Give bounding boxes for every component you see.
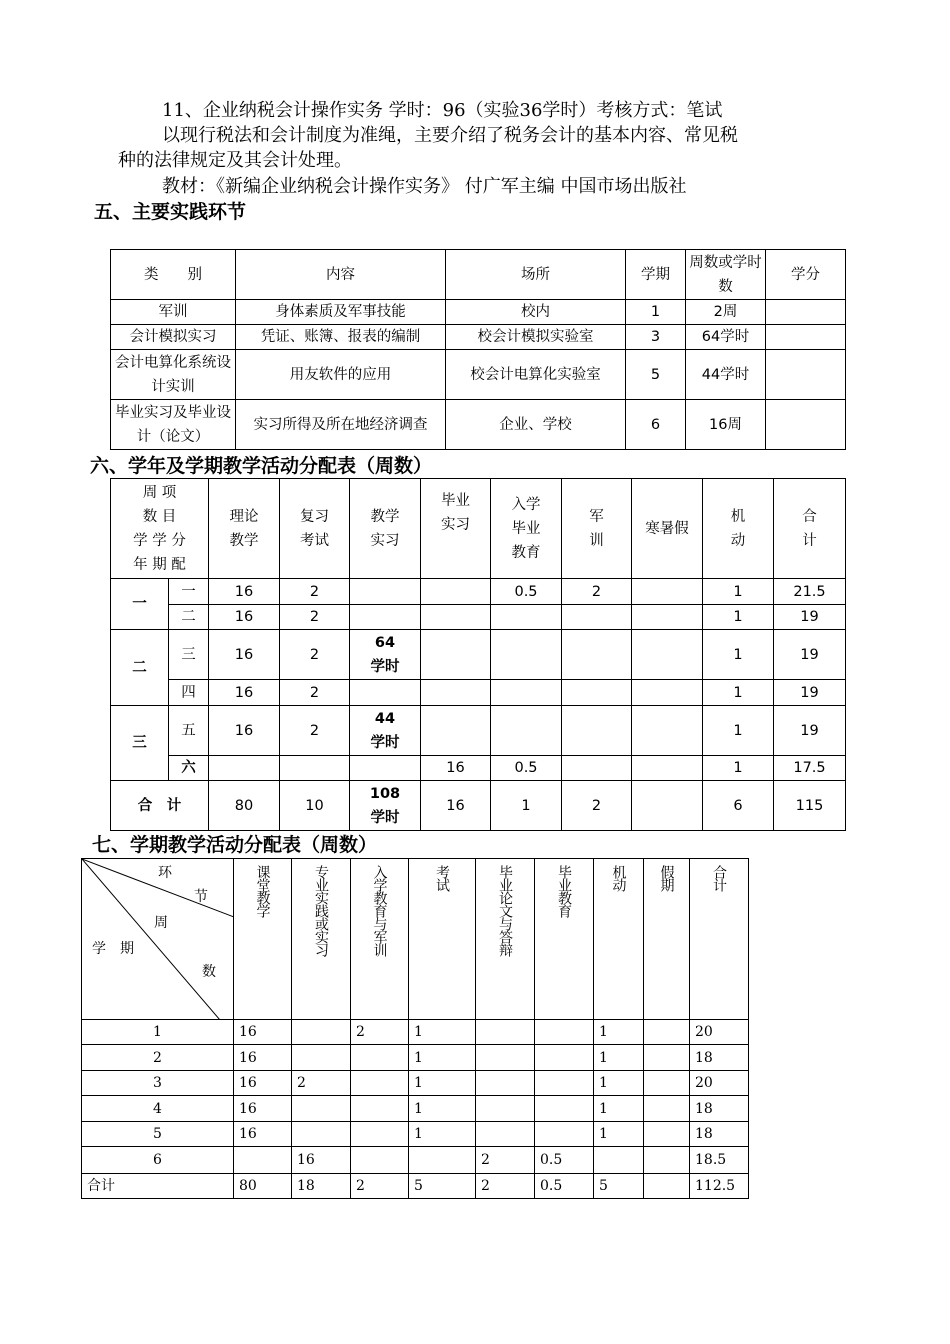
cell: 16 [209, 579, 280, 605]
semester-row [82, 1071, 749, 1096]
cell: 16 [234, 1071, 292, 1096]
header-weeks-hours: 周数或学时数 [686, 250, 766, 300]
cell: 军训 [111, 300, 236, 325]
header-classroom: 课堂教学 [234, 859, 292, 1020]
cell: 16 [292, 1147, 351, 1174]
cell: 16 [234, 1122, 292, 1147]
cell [644, 1045, 690, 1071]
diagonal-corner-header [82, 859, 234, 1020]
cell: 44学时 [350, 706, 421, 756]
header-teaching-practice: 教学实习 [350, 479, 421, 579]
cell: 16 [209, 630, 280, 680]
cell: 用友软件的应用 [236, 350, 446, 400]
section6-heading: 六、学年及学期教学活动分配表（周数） [90, 455, 433, 477]
header-graduation-practice: 毕业实习 [421, 479, 491, 579]
cell: 17.5 [774, 756, 846, 781]
cell: 19 [774, 605, 846, 630]
cell: 1 [409, 1045, 476, 1071]
cell: 5 [626, 350, 686, 400]
cell [766, 350, 846, 400]
cell [350, 605, 421, 630]
practice-table [110, 249, 846, 450]
cell: 1 [594, 1071, 644, 1096]
cell: 2 [82, 1045, 234, 1071]
header-term: 学期 [626, 250, 686, 300]
header-credits: 学分 [766, 250, 846, 300]
cell [292, 1122, 351, 1147]
practice-header-row [111, 250, 846, 300]
cell: 6 [626, 400, 686, 450]
cell [476, 1045, 535, 1071]
cell: 2 [292, 1071, 351, 1096]
semester-total-row [82, 1174, 749, 1199]
cell [491, 706, 562, 756]
cell: 18 [690, 1096, 749, 1122]
cell [491, 630, 562, 680]
cell: 16 [209, 706, 280, 756]
corner-label-huan: 环 [158, 865, 172, 881]
header-graduation-education: 毕业教育 [535, 859, 594, 1020]
corner-label-shu: 数 [202, 964, 216, 980]
cell: 1 [409, 1096, 476, 1122]
corner-label-xueqi: 学 期 [92, 941, 134, 957]
section5-heading: 五、主要实践环节 [94, 201, 247, 223]
cell: 0.5 [491, 579, 562, 605]
cell: 会计电算化系统设计实训 [111, 350, 236, 400]
cell: 19 [774, 680, 846, 706]
practice-row [111, 300, 846, 325]
term-cell: 二 [169, 605, 209, 630]
year-cell: 二 [111, 630, 169, 706]
cell [644, 1122, 690, 1147]
cell: 19 [774, 706, 846, 756]
cell: 凭证、账簿、报表的编制 [236, 325, 446, 350]
cell [351, 1122, 409, 1147]
term-row [111, 579, 846, 605]
term-row [111, 605, 846, 630]
cell [476, 1096, 535, 1122]
cell [644, 1020, 690, 1045]
cell: 112.5 [690, 1174, 749, 1199]
cell: 1 [409, 1071, 476, 1096]
cell [535, 1020, 594, 1045]
cell [292, 1045, 351, 1071]
cell: 2 [280, 579, 350, 605]
term-cell: 六 [169, 756, 209, 781]
corner-line: 数 目 [142, 508, 177, 525]
cell [280, 756, 350, 781]
cell [766, 400, 846, 450]
term-row [111, 756, 846, 781]
semester-row [82, 1147, 749, 1174]
cell: 21.5 [774, 579, 846, 605]
semester-row [82, 1020, 749, 1045]
cell: 4 [82, 1096, 234, 1122]
cell [632, 579, 703, 605]
cell: 18 [690, 1045, 749, 1071]
cell: 108学时 [350, 781, 421, 831]
cell [350, 680, 421, 706]
cell [632, 630, 703, 680]
cell [476, 1071, 535, 1096]
cell: 6 [82, 1147, 234, 1174]
corner-label-jie: 节 [194, 889, 208, 905]
cell: 5 [82, 1122, 234, 1147]
cell: 企业、学校 [446, 400, 626, 450]
cell: 80 [209, 781, 280, 831]
cell: 3 [626, 325, 686, 350]
term-activity-table [81, 858, 749, 1199]
total-label: 合计 [82, 1174, 234, 1199]
cell [209, 756, 280, 781]
cell: 校内 [446, 300, 626, 325]
year-cell: 一 [111, 579, 169, 630]
cell: 校会计电算化实验室 [446, 350, 626, 400]
cell [644, 1096, 690, 1122]
cell: 20 [690, 1071, 749, 1096]
cell: 2 [562, 579, 632, 605]
cell [632, 756, 703, 781]
cell [491, 680, 562, 706]
cell [535, 1045, 594, 1071]
cell [562, 680, 632, 706]
cell: 2 [280, 605, 350, 630]
cell [594, 1147, 644, 1174]
cell [535, 1122, 594, 1147]
cell [766, 325, 846, 350]
cell [292, 1096, 351, 1122]
course-11-title: 11、企业纳税会计操作实务 学时：96（实验36学时）考核方式：笔试 [162, 100, 723, 121]
corner-line: 周 项 [142, 484, 177, 501]
cell: 1 [409, 1122, 476, 1147]
section7-heading: 七、学期教学活动分配表（周数） [92, 834, 378, 856]
term-cell: 一 [169, 579, 209, 605]
cell: 64学时 [350, 630, 421, 680]
cell [351, 1045, 409, 1071]
course-11-desc-line2: 种的法律规定及其会计处理。 [118, 150, 352, 171]
cell: 10 [280, 781, 350, 831]
cell: 16周 [686, 400, 766, 450]
term-row [111, 680, 846, 706]
cell: 2 [562, 781, 632, 831]
practice-row [111, 350, 846, 400]
cell: 18 [690, 1122, 749, 1147]
header-thesis-defense: 毕业论文与答辩 [476, 859, 535, 1020]
cell: 5 [594, 1174, 644, 1199]
cell: 会计模拟实习 [111, 325, 236, 350]
semester-row [82, 1122, 749, 1147]
cell [409, 1147, 476, 1174]
year-term-header-row [111, 479, 846, 579]
cell: 1 [703, 630, 774, 680]
practice-row [111, 400, 846, 450]
cell [766, 300, 846, 325]
cell: 3 [82, 1071, 234, 1096]
cell [476, 1020, 535, 1045]
term-cell: 四 [169, 680, 209, 706]
total-label: 合 计 [111, 781, 209, 831]
cell [421, 706, 491, 756]
header-review-exam: 复习考试 [280, 479, 350, 579]
cell: 0.5 [491, 756, 562, 781]
header-flexible: 机动 [703, 479, 774, 579]
cell: 0.5 [535, 1147, 594, 1174]
cell [562, 630, 632, 680]
cell [632, 680, 703, 706]
cell: 44学时 [686, 350, 766, 400]
cell: 1 [594, 1045, 644, 1071]
cell: 1 [626, 300, 686, 325]
cell: 19 [774, 630, 846, 680]
cell: 1 [491, 781, 562, 831]
cell: 6 [703, 781, 774, 831]
corner-line: 学 学 分 [133, 532, 186, 549]
cell [632, 781, 703, 831]
cell [491, 605, 562, 630]
cell [632, 605, 703, 630]
header-vacation: 寒暑假 [632, 479, 703, 579]
semester-row [82, 1045, 749, 1071]
cell: 16 [421, 756, 491, 781]
cell: 1 [703, 706, 774, 756]
term-cell: 五 [169, 706, 209, 756]
corner-line: 年 期 配 [133, 556, 186, 573]
cell: 1 [82, 1020, 234, 1045]
cell [351, 1096, 409, 1122]
cell [632, 706, 703, 756]
cell: 2 [280, 680, 350, 706]
cell [562, 756, 632, 781]
cell: 20 [690, 1020, 749, 1045]
cell: 16 [209, 680, 280, 706]
cell [350, 756, 421, 781]
cell [644, 1147, 690, 1174]
cell: 2 [351, 1020, 409, 1045]
cell: 2 [280, 630, 350, 680]
cell: 1 [703, 579, 774, 605]
term-activity-header-row [82, 859, 749, 1020]
cell [421, 579, 491, 605]
cell: 64学时 [686, 325, 766, 350]
header-total: 合计 [690, 859, 749, 1020]
header-category: 类 别 [111, 250, 236, 300]
cell: 1 [703, 605, 774, 630]
course-11-textbook: 教材：《新编企业纳税会计操作实务》 付广军主编 中国市场出版社 [162, 176, 687, 197]
cell [351, 1147, 409, 1174]
cell: 实习所得及所在地经济调查 [236, 400, 446, 450]
cell: 毕业实习及毕业设计（论文） [111, 400, 236, 450]
practice-row [111, 325, 846, 350]
cell: 16 [234, 1020, 292, 1045]
term-row [111, 706, 846, 756]
cell: 1 [703, 756, 774, 781]
total-row [111, 781, 846, 831]
header-military-training: 军训 [562, 479, 632, 579]
diagonal-lines [82, 859, 234, 1020]
cell [535, 1071, 594, 1096]
corner-header [111, 479, 209, 579]
cell: 1 [594, 1020, 644, 1045]
cell [535, 1096, 594, 1122]
cell [351, 1071, 409, 1096]
cell [421, 630, 491, 680]
cell: 2 [476, 1147, 535, 1174]
cell: 1 [594, 1096, 644, 1122]
header-orientation-military: 入学教育与军训 [351, 859, 409, 1020]
header-content: 内容 [236, 250, 446, 300]
cell: 1 [594, 1122, 644, 1147]
cell: 身体素质及军事技能 [236, 300, 446, 325]
term-cell: 三 [169, 630, 209, 680]
header-flexible: 机动 [594, 859, 644, 1020]
header-holiday: 假期 [644, 859, 690, 1020]
semester-row [82, 1096, 749, 1122]
cell [644, 1174, 690, 1199]
course-11-desc-line1: 以现行税法和会计制度为准绳，主要介绍了税务会计的基本内容、常见税 [162, 125, 738, 146]
cell [562, 605, 632, 630]
cell [350, 579, 421, 605]
header-orientation-education: 入学毕业教育 [491, 479, 562, 579]
cell: 校会计模拟实验室 [446, 325, 626, 350]
cell: 2 [476, 1174, 535, 1199]
cell [421, 680, 491, 706]
cell: 18.5 [690, 1147, 749, 1174]
cell [476, 1122, 535, 1147]
cell: 115 [774, 781, 846, 831]
cell: 1 [703, 680, 774, 706]
cell: 2周 [686, 300, 766, 325]
header-total: 合计 [774, 479, 846, 579]
header-exam: 考试 [409, 859, 476, 1020]
corner-label-zhou: 周 [154, 915, 168, 931]
cell: 16 [234, 1045, 292, 1071]
cell: 16 [234, 1096, 292, 1122]
cell: 18 [292, 1174, 351, 1199]
cell: 0.5 [535, 1174, 594, 1199]
header-venue: 场所 [446, 250, 626, 300]
cell [562, 706, 632, 756]
cell [644, 1071, 690, 1096]
cell [421, 605, 491, 630]
cell: 5 [409, 1174, 476, 1199]
cell [234, 1147, 292, 1174]
header-professional-practice: 专业实践或实习 [292, 859, 351, 1020]
cell: 2 [280, 706, 350, 756]
cell: 1 [409, 1020, 476, 1045]
diagonal-line [82, 859, 220, 1020]
cell: 80 [234, 1174, 292, 1199]
cell: 2 [351, 1174, 409, 1199]
year-term-table [110, 478, 846, 831]
year-cell: 三 [111, 706, 169, 781]
cell: 16 [209, 605, 280, 630]
cell [292, 1020, 351, 1045]
cell: 16 [421, 781, 491, 831]
term-row [111, 630, 846, 680]
header-theory: 理论教学 [209, 479, 280, 579]
